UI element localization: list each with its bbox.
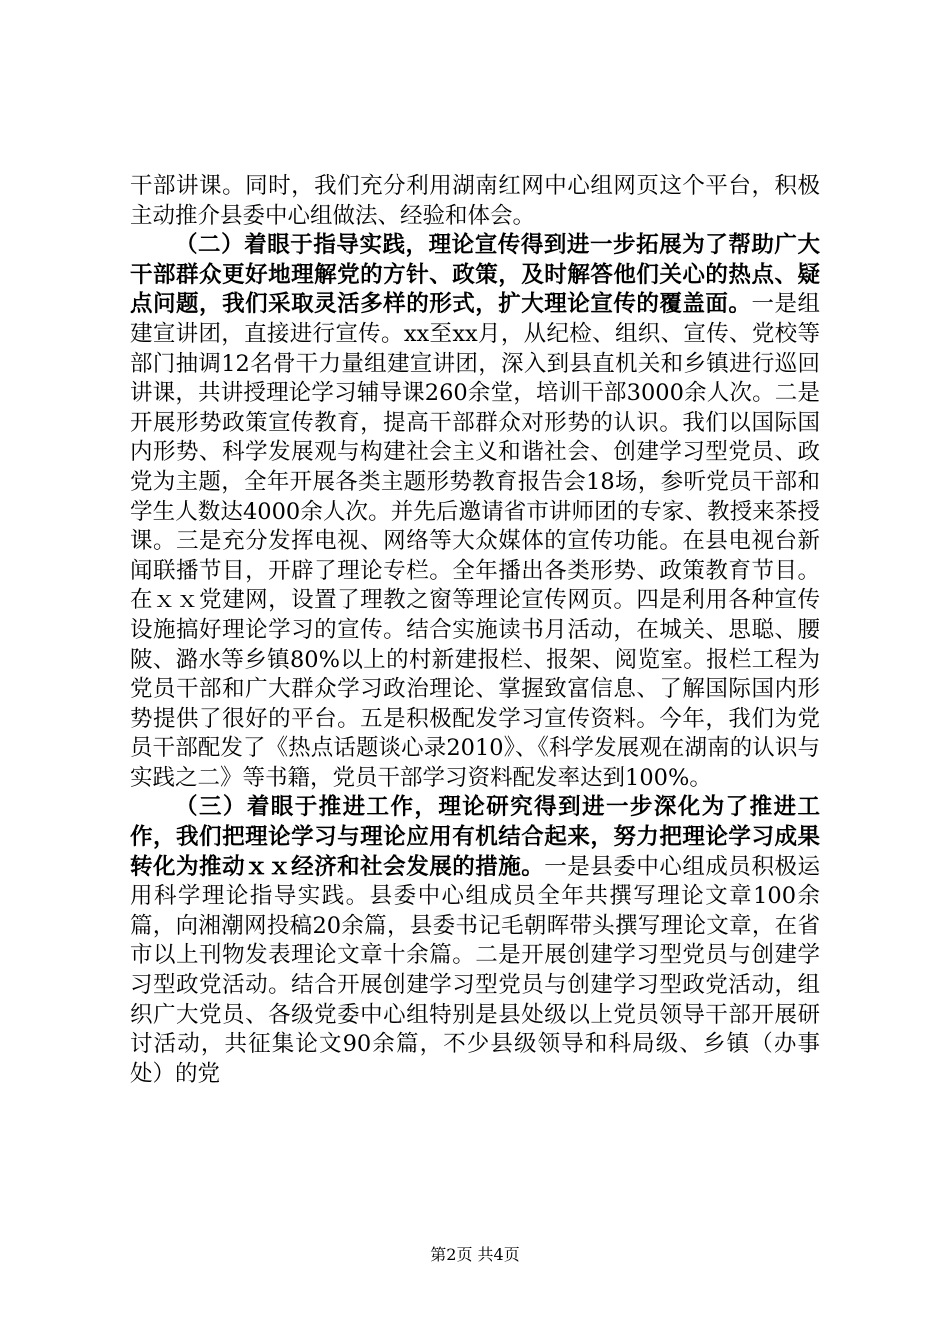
paragraph-section-3 <box>130 793 820 1089</box>
paragraph-text: 一是县委中心组成员积极运用科学理论指导实践。县委中心组成员全年共撰写理论文章100余篇，向湘潮网投稿20余篇，县委书记毛朝晖带头撰写理论文章，在省市以上刊物发表理论文章十余篇。二是开展创建学习型党员与创建学习型政党活动。结合开展创建学习型党员与创建学习型政党活动，组织广大党员、各级党委中心组特别是县处级以上党员领导干部开展研讨活动，共征集论文90余篇，不少县级领导和科局级、乡镇（办事处）的党 <box>130 853 820 1087</box>
document-body <box>130 172 820 1089</box>
paragraph-continuation <box>130 172 820 231</box>
paragraph-text: 一是组建宣讲团，直接进行宣传。xx至xx月，从纪检、组织、宣传、党校等部门抽调12名骨干力量组建宣讲团，深入到县直机关和乡镇进行巡回讲课，共讲授理论学习辅导课260余堂，培训干部3000余人次。二是开展形势政策宣传教育，提高干部群众对形势的认识。我们以国际国内形势、科学发展观与构建社会主义和谐社会、创建学习型党员、政党为主题，全年开展各类主题形势教育报告会18场，参听党员干部和学生人数达4000余人次。并先后邀请省市讲师团的专家、教授来茶授课。三是充分发挥电视、网络等大众媒体的宣传功能。在县电视台新闻联播节目，开辟了理论专栏。全年播出各类形势、政策教育节目。在ｘｘ党建网，设置了理教之窗等理论宣传网页。四是利用各种宣传设施搞好理论学习的宣传。结合实施读书月活动，在城关、思聪、腰陂、潞水等乡镇80%以上的村新建报栏、报架、阅览室。报栏工程为党员干部和广大群众学习政治理论、掌握致富信息、了解国际国内形势提供了很好的平台。五是积极配发学习宣传资料。今年，我们为党员干部配发了《热点话题谈心录2010》、《科学发展观在湖南的认识与实践之二》等书籍，党员干部学习资料配发率达到100%。 <box>130 291 820 791</box>
paragraph-text: 干部讲课。同时，我们充分利用湖南红网中心组网页这个平台，积极主动推介县委中心组做法、经验和体会。 <box>130 173 820 229</box>
section-heading: （二）着眼于指导实践，理论宣传得到进一步拓展为了帮助广大干部群众更好地理解党的方针、政策，及时解答他们关心的热点、疑点问题，我们采取灵活多样的形式，扩大理论宣传的覆盖面。 <box>130 232 820 318</box>
section-heading: （三）着眼于推进工作，理论研究得到进一步深化为了推进工作，我们把理论学习与理论应用有机结合起来，努力把理论学习成果转化为推动ｘｘ经济和社会发展的措施。 <box>130 794 820 880</box>
paragraph-section-2 <box>130 231 820 793</box>
page-number-footer: 第2页 共4页 <box>430 1245 520 1264</box>
